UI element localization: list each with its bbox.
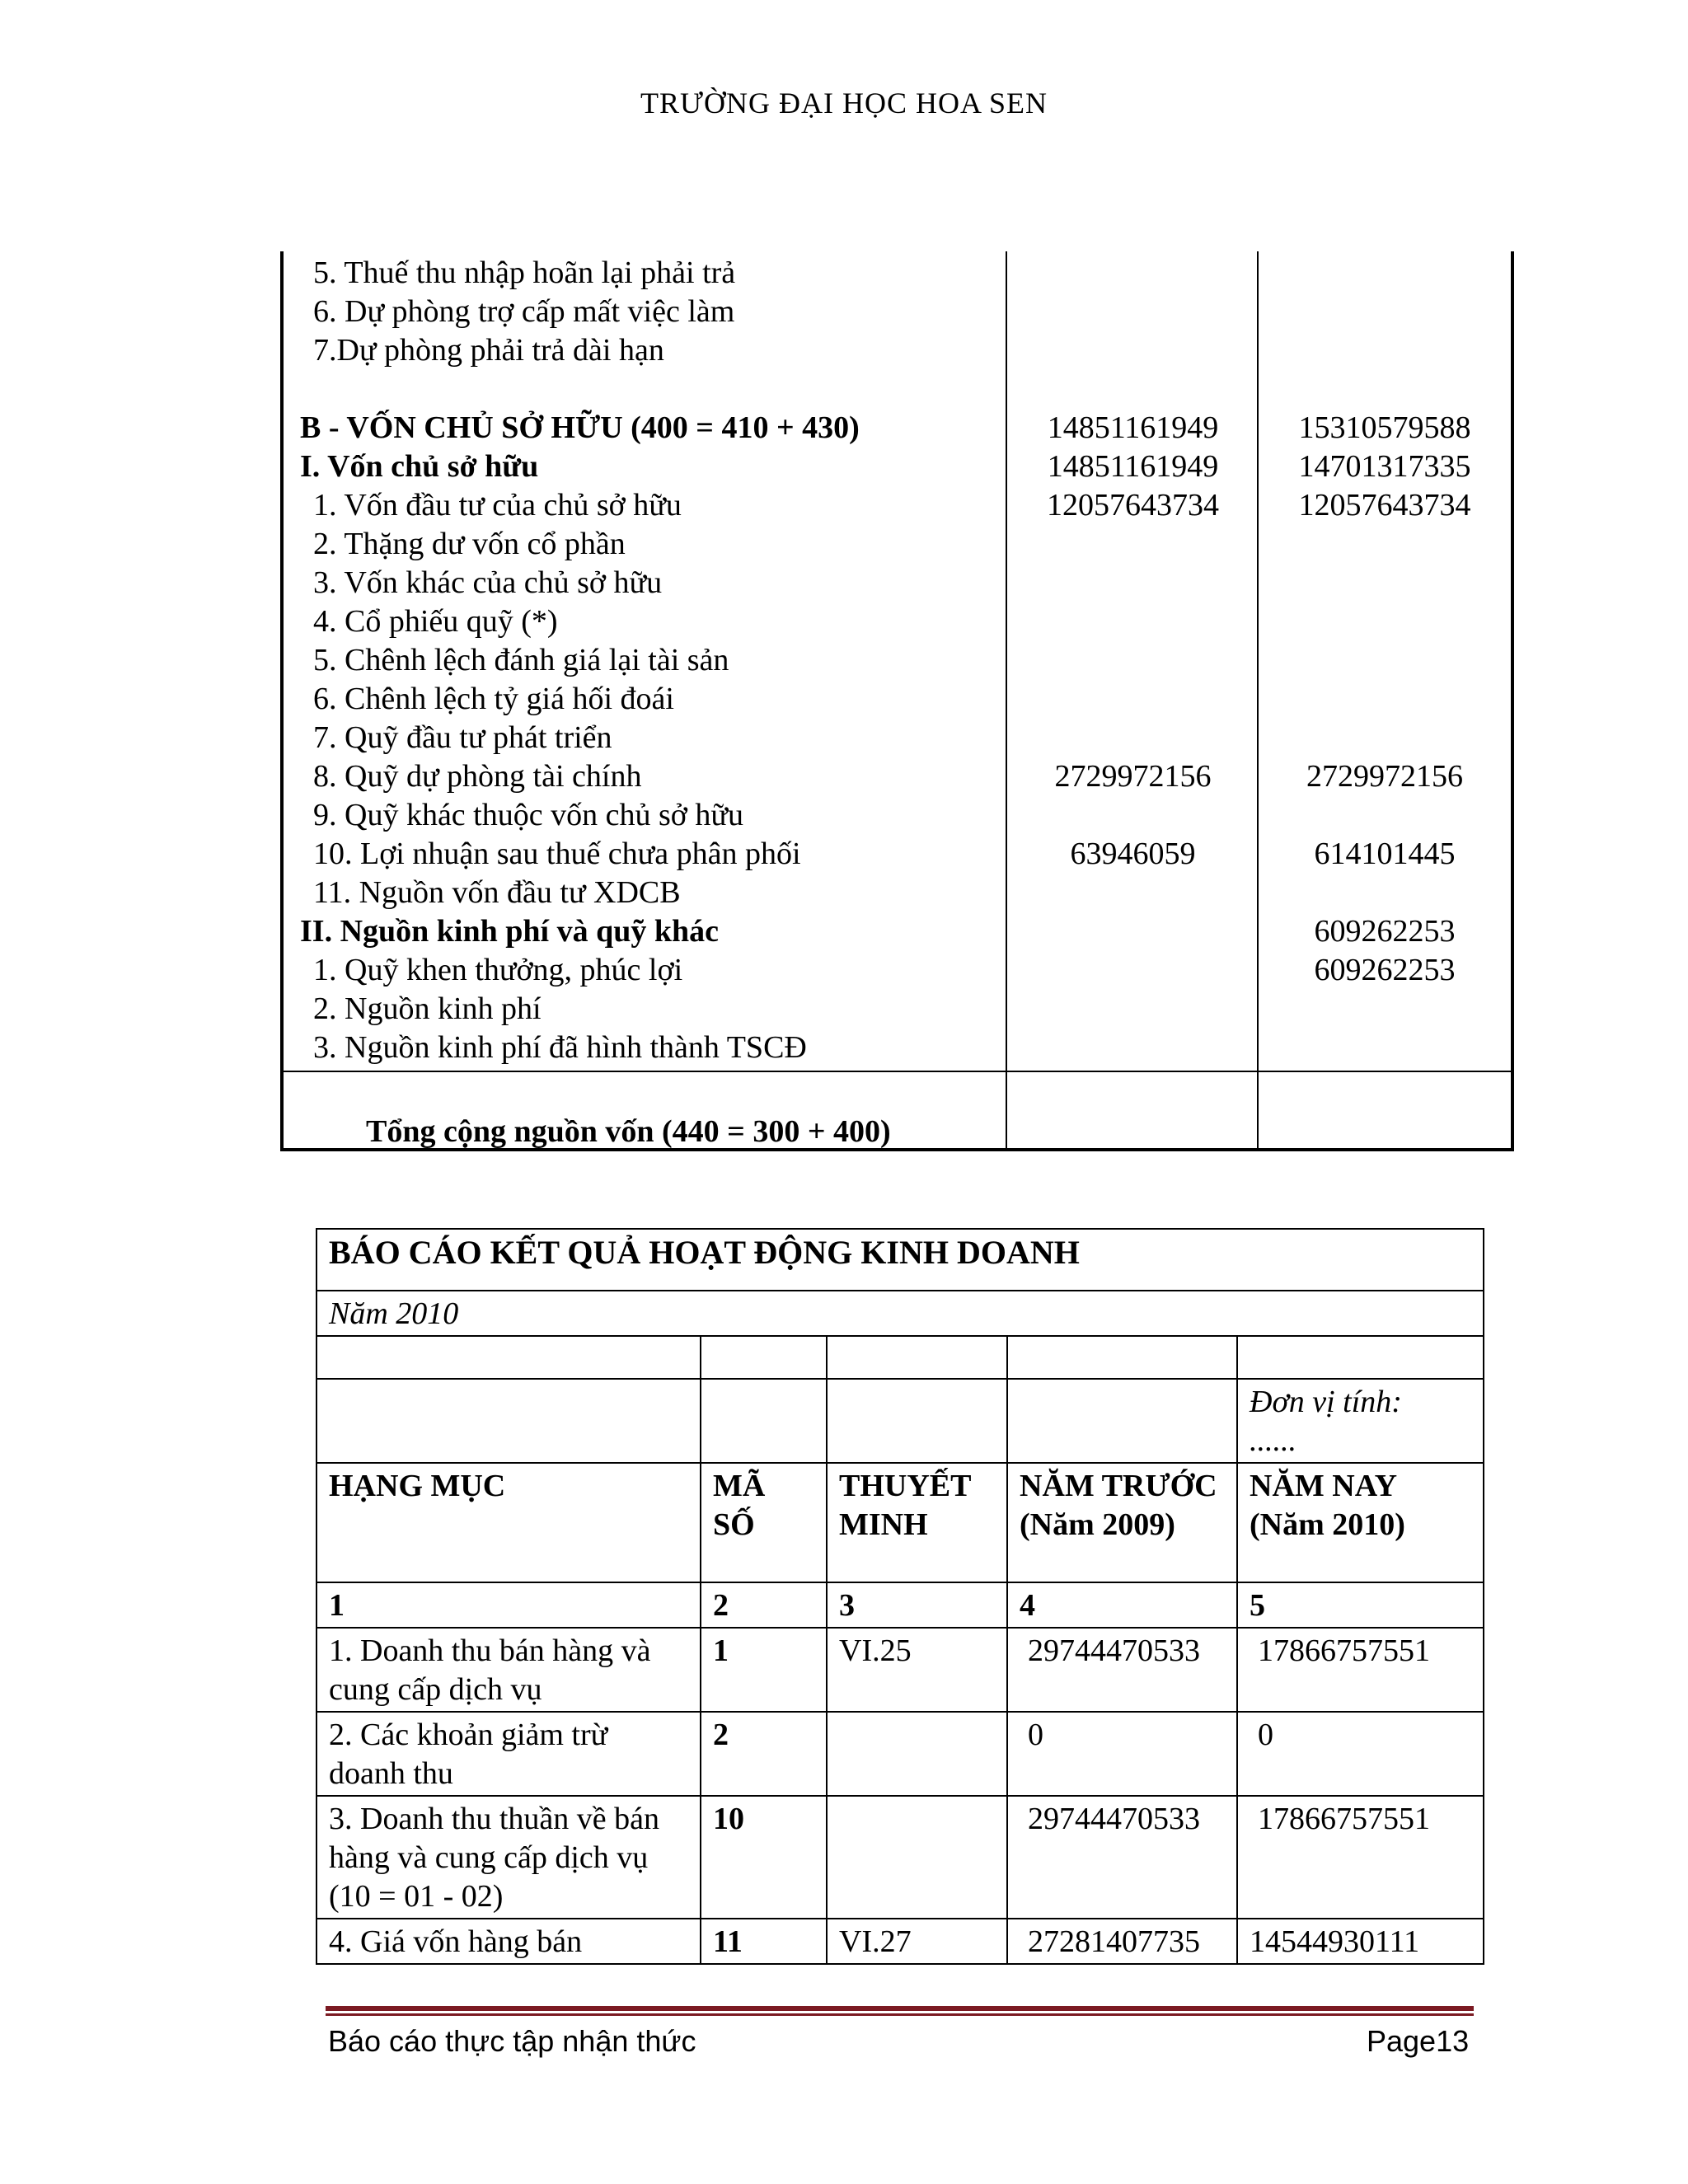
balance-sheet-row: [284, 409, 1511, 448]
header-code: MÃ SỐ: [701, 1463, 827, 1582]
row-label: 2. Thặng dư vốn cổ phần: [313, 527, 626, 561]
balance-sheet-row: [284, 951, 1511, 990]
curr-year-value: 15310579588: [1298, 410, 1471, 445]
row-code: 2: [701, 1712, 827, 1796]
unit-value: ......: [1250, 1423, 1296, 1458]
row-label: 2. Nguồn kinh phí: [313, 991, 542, 1026]
empty-cell: [1007, 1336, 1237, 1379]
row-item: 1. Doanh thu bán hàng và cung cấp dịch vụ: [316, 1628, 701, 1712]
prev-year-value: 12057643734: [1047, 488, 1219, 523]
empty-cell: [827, 1379, 1007, 1463]
total-row-divider: [284, 1071, 1511, 1072]
empty-cell: [827, 1336, 1007, 1379]
row-label: 1. Quỹ khen thưởng, phúc lợi: [313, 953, 683, 987]
row-curr-value: 14544930111: [1237, 1919, 1484, 1964]
empty-cell: [316, 1379, 701, 1463]
balance-sheet-row: [284, 1029, 1511, 1067]
report-year: Năm 2010: [316, 1291, 1484, 1336]
unit-cell: [1237, 1379, 1484, 1463]
prev-year-value: 14851161949: [1047, 410, 1219, 445]
row-label: 5. Chênh lệch đánh giá lại tài sản: [313, 643, 729, 677]
row-curr-value: 17866757551: [1237, 1796, 1484, 1919]
row-prev-value: 29744470533: [1007, 1628, 1237, 1712]
row-label: 3. Nguồn kinh phí đã hình thành TSCĐ: [313, 1030, 807, 1065]
balance-sheet-row: [284, 990, 1511, 1029]
index-cell: 3: [827, 1582, 1007, 1628]
index-cell: 2: [701, 1582, 827, 1628]
unit-label: Đơn vị tính:: [1250, 1385, 1402, 1419]
row-label: 4. Cổ phiếu quỹ (*): [313, 604, 558, 639]
row-curr-value: 0: [1237, 1712, 1484, 1796]
row-label: 3. Vốn khác của chủ sở hữu: [313, 565, 663, 600]
prev-year-value: 2729972156: [1054, 759, 1212, 794]
row-item: 2. Các khoản giảm trừ doanh thu: [316, 1712, 701, 1796]
balance-sheet-row: [284, 254, 1511, 293]
row-label: II. Nguồn kinh phí và quỹ khác: [300, 914, 719, 949]
balance-sheet-row: [284, 757, 1511, 796]
prev-year-value: 63946059: [1070, 837, 1196, 871]
balance-sheet-row: [284, 293, 1511, 331]
empty-cell: [701, 1379, 827, 1463]
balance-sheet-row: [284, 448, 1511, 486]
balance-sheet-row: [284, 912, 1511, 951]
row-note: VI.27: [827, 1919, 1007, 1964]
income-statement-title: BÁO CÁO KẾT QUẢ HOẠT ĐỘNG KINH DOANH: [316, 1229, 1484, 1291]
row-label: 1. Vốn đầu tư của chủ sở hữu: [313, 488, 682, 523]
page-header: TRƯỜNG ĐẠI HỌC HOA SEN: [640, 87, 1048, 120]
row-label: 9. Quỹ khác thuộc vốn chủ sở hữu: [313, 798, 743, 832]
empty-cell: [1007, 1379, 1237, 1463]
curr-year-value: 12057643734: [1298, 488, 1471, 523]
row-item: 3. Doanh thu thuần về bán hàng và cung cấp dịch vụ (10 = 01 - 02): [316, 1796, 701, 1919]
footer-rule: [326, 2006, 1474, 2011]
total-capital-label: Tổng cộng nguồn vốn (440 = 300 + 400): [366, 1114, 891, 1149]
row-note: [827, 1712, 1007, 1796]
header-prev-year: NĂM TRƯỚC (Năm 2009): [1007, 1463, 1237, 1582]
curr-year-value: 14701317335: [1298, 449, 1471, 484]
balance-sheet-row: [284, 525, 1511, 564]
index-cell: 1: [316, 1582, 701, 1628]
empty-cell: [1237, 1336, 1484, 1379]
row-curr-value: 17866757551: [1237, 1628, 1484, 1712]
row-note: [827, 1796, 1007, 1919]
row-label: 8. Quỹ dự phòng tài chính: [313, 759, 642, 794]
curr-year-value: 609262253: [1314, 953, 1456, 987]
index-cell: 4: [1007, 1582, 1237, 1628]
balance-sheet-table: [280, 251, 1514, 1151]
header-note: THUYẾT MINH: [827, 1463, 1007, 1582]
curr-year-value: 614101445: [1314, 837, 1456, 871]
footer-rule: [326, 2013, 1474, 2016]
balance-sheet-row: [284, 680, 1511, 719]
row-label: 6. Dự phòng trợ cấp mất việc làm: [313, 294, 735, 329]
header-curr-year: NĂM NAY (Năm 2010): [1237, 1463, 1484, 1582]
row-prev-value: 0: [1007, 1712, 1237, 1796]
curr-year-value: 609262253: [1314, 914, 1456, 949]
row-code: 11: [701, 1919, 827, 1964]
curr-year-value: 2729972156: [1306, 759, 1463, 794]
header-item: HẠNG MỤC: [316, 1463, 701, 1582]
balance-sheet-row: [284, 719, 1511, 757]
row-label: 10. Lợi nhuận sau thuế chưa phân phối: [313, 837, 801, 871]
row-label: I. Vốn chủ sở hữu: [300, 449, 539, 484]
balance-sheet-row: [284, 835, 1511, 874]
balance-sheet-row: [284, 331, 1511, 370]
row-prev-value: 27281407735: [1007, 1919, 1237, 1964]
row-code: 1: [701, 1628, 827, 1712]
balance-sheet-row: [284, 874, 1511, 912]
row-label: B - VỐN CHỦ SỞ HỮU (400 = 410 + 430): [300, 410, 860, 445]
balance-sheet-row: [284, 370, 1511, 409]
row-note: VI.25: [827, 1628, 1007, 1712]
row-label: 6. Chênh lệch tỷ giá hối đoái: [313, 682, 674, 716]
balance-sheet-row: [284, 486, 1511, 525]
balance-sheet-row: [284, 564, 1511, 602]
row-label: 5. Thuế thu nhập hoãn lại phải trả: [313, 255, 736, 290]
balance-sheet-row: [284, 641, 1511, 680]
row-prev-value: 29744470533: [1007, 1796, 1237, 1919]
index-cell: 5: [1237, 1582, 1484, 1628]
row-code: 10: [701, 1796, 827, 1919]
balance-sheet-row: [284, 602, 1511, 641]
empty-cell: [701, 1336, 827, 1379]
balance-sheet-row: [284, 796, 1511, 835]
row-label: 11. Nguồn vốn đầu tư XDCB: [313, 875, 681, 910]
empty-cell: [316, 1336, 701, 1379]
footer-report-title: Báo cáo thực tập nhận thức: [328, 2024, 696, 2058]
prev-year-value: 14851161949: [1047, 449, 1219, 484]
row-item: 4. Giá vốn hàng bán: [316, 1919, 701, 1964]
footer-page-number: Page13: [1367, 2024, 1470, 2058]
income-statement-table: [316, 1228, 1484, 1965]
row-label: 7.Dự phòng phải trả dài hạn: [313, 333, 664, 368]
row-label: 7. Quỹ đầu tư phát triển: [313, 720, 612, 755]
